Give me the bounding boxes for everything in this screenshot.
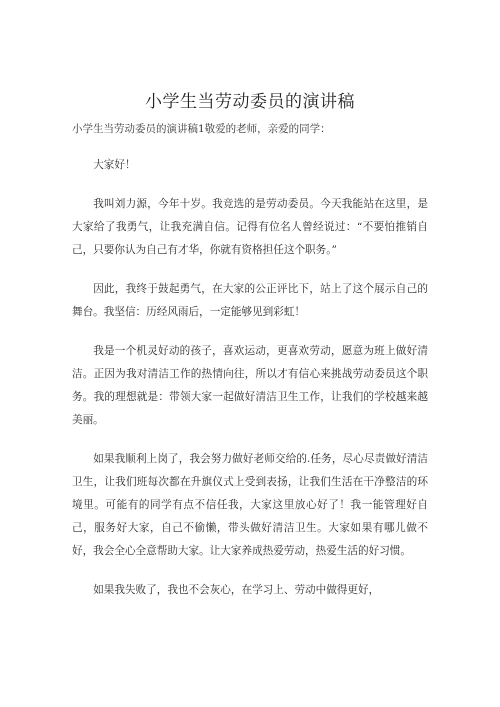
paragraph-introduction: 我叫刘力源，今年十岁。我竞选的是劳动委员。今天我能站在这里，是大家给了我勇气，让我充满自信。记得有位名人曾经说过：“不要怕推销自己，只要你认为自己有才华，你就有资格担任这个职务。” xyxy=(72,198,428,256)
document-subtitle: 小学生当劳动委员的演讲稿1敬爱的老师，亲爱的同学： xyxy=(72,123,331,135)
document-body xyxy=(72,154,428,618)
paragraph-greeting: 大家好！ xyxy=(93,159,136,171)
paragraph-if-elected: 如果我顺利上岗了，我会努力做好老师交给的.任务，尽心尽责做好清洁卫生，让我们班每次都在升旗仪式上受到表扬，让我们生活在干净整洁的环境里。可能有的同学有点不信任我，大家这里放心好了！我一能管理好自己，服务好大家，自己不偷懒，带头做好清洁卫生。大家如果有哪儿做不好，我会全心全意帮助大家。让大家养成热爱劳动，热爱生活的好习惯。 xyxy=(72,453,428,557)
document-title: 小学生当劳动委员的演讲稿 xyxy=(145,92,355,112)
paragraph-if-failed: 如果我失败了，我也不会灰心，在学习上、劳动中做得更好， xyxy=(93,584,380,596)
paragraph-courage: 因此，我终于鼓起勇气，在大家的公正评比下，站上了这个展示自己的舞台。我坚信：历经风雨后，一定能够见到彩虹！ xyxy=(72,283,428,318)
paragraph-self-description: 我是一个机灵好动的孩子，喜欢运动，更喜欢劳动，愿意为班上做好清洁。正因为我对清洁工作的热情向往，所以才有信心来挑战劳动委员这个职务。我的理想就是：带领大家一起做好清洁卫生工作，让我们的学校越来越美丽。 xyxy=(72,345,428,426)
